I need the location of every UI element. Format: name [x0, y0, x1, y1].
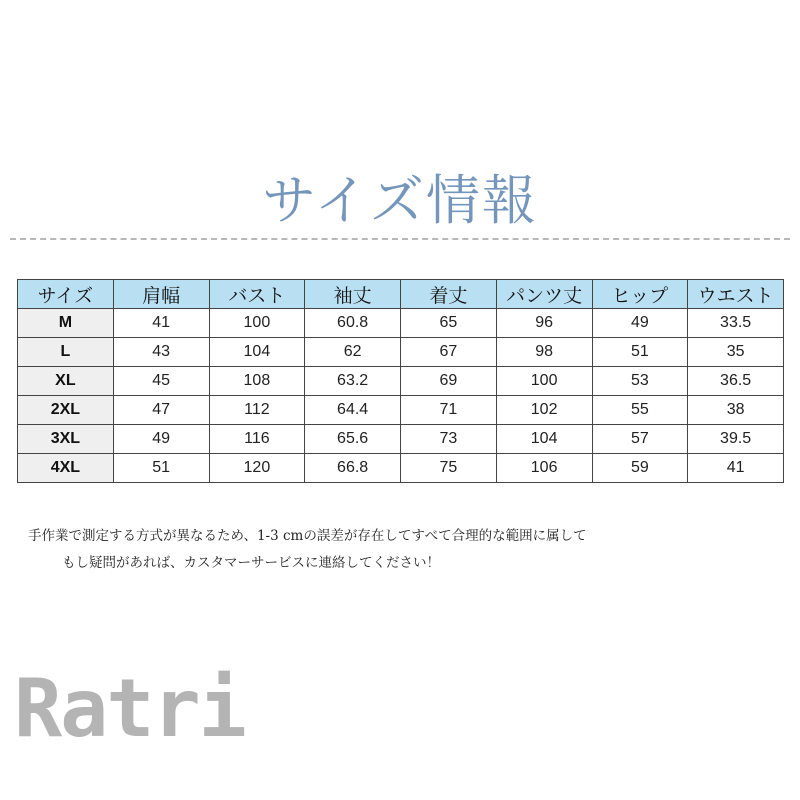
- measurement-cell: 60.8: [305, 309, 401, 338]
- size-label-cell: XL: [18, 367, 114, 396]
- measurement-cell: 106: [496, 454, 592, 483]
- column-header: 着丈: [401, 280, 497, 309]
- measurement-cell: 65: [401, 309, 497, 338]
- measurement-cell: 100: [209, 309, 305, 338]
- measurement-cell: 73: [401, 425, 497, 454]
- size-chart-table: [17, 279, 784, 483]
- measurement-cell: 64.4: [305, 396, 401, 425]
- measurement-cell: 98: [496, 338, 592, 367]
- size-label-cell: 2XL: [18, 396, 114, 425]
- measurement-cell: 47: [113, 396, 209, 425]
- measurement-cell: 112: [209, 396, 305, 425]
- measurement-cell: 45: [113, 367, 209, 396]
- measurement-cell: 51: [113, 454, 209, 483]
- measurement-cell: 39.5: [688, 425, 784, 454]
- table-row: [18, 309, 784, 338]
- measurement-cell: 49: [113, 425, 209, 454]
- table-row: [18, 396, 784, 425]
- size-label-cell: 4XL: [18, 454, 114, 483]
- column-header: ヒップ: [592, 280, 688, 309]
- table-row: [18, 454, 784, 483]
- measurement-cell: 120: [209, 454, 305, 483]
- table-row: [18, 338, 784, 367]
- column-header: サイズ: [18, 280, 114, 309]
- measurement-cell: 104: [496, 425, 592, 454]
- note-line-2: もし疑問があれば、カスタマーサービスに連絡してください！: [62, 555, 440, 571]
- note-line-1: 手作業で測定する方式が異なるため、1-3 cmの誤差が存在してすべて合理的な範囲に属して: [28, 528, 587, 544]
- size-label-cell: 3XL: [18, 425, 114, 454]
- measurement-note: [28, 523, 788, 577]
- measurement-cell: 51: [592, 338, 688, 367]
- measurement-cell: 62: [305, 338, 401, 367]
- measurement-cell: 59: [592, 454, 688, 483]
- page-title: サイズ情報: [262, 169, 538, 232]
- measurement-cell: 116: [209, 425, 305, 454]
- measurement-cell: 41: [688, 454, 784, 483]
- measurement-cell: 33.5: [688, 309, 784, 338]
- table-row: [18, 425, 784, 454]
- column-header: ウエスト: [688, 280, 784, 309]
- measurement-cell: 96: [496, 309, 592, 338]
- measurement-cell: 65.6: [305, 425, 401, 454]
- size-label-cell: M: [18, 309, 114, 338]
- column-header: パンツ丈: [496, 280, 592, 309]
- column-header: 肩幅: [113, 280, 209, 309]
- measurement-cell: 71: [401, 396, 497, 425]
- measurement-cell: 36.5: [688, 367, 784, 396]
- table-row: [18, 367, 784, 396]
- dashed-divider: [10, 238, 790, 240]
- brand-logo: Ratri: [14, 662, 245, 755]
- measurement-cell: 100: [496, 367, 592, 396]
- measurement-cell: 66.8: [305, 454, 401, 483]
- measurement-cell: 63.2: [305, 367, 401, 396]
- size-label-cell: L: [18, 338, 114, 367]
- measurement-cell: 53: [592, 367, 688, 396]
- measurement-cell: 55: [592, 396, 688, 425]
- table-header-row: [18, 280, 784, 309]
- measurement-cell: 108: [209, 367, 305, 396]
- measurement-cell: 69: [401, 367, 497, 396]
- measurement-cell: 57: [592, 425, 688, 454]
- measurement-cell: 49: [592, 309, 688, 338]
- column-header: 袖丈: [305, 280, 401, 309]
- measurement-cell: 41: [113, 309, 209, 338]
- measurement-cell: 38: [688, 396, 784, 425]
- column-header: バスト: [209, 280, 305, 309]
- measurement-cell: 104: [209, 338, 305, 367]
- measurement-cell: 43: [113, 338, 209, 367]
- measurement-cell: 35: [688, 338, 784, 367]
- measurement-cell: 102: [496, 396, 592, 425]
- measurement-cell: 67: [401, 338, 497, 367]
- measurement-cell: 75: [401, 454, 497, 483]
